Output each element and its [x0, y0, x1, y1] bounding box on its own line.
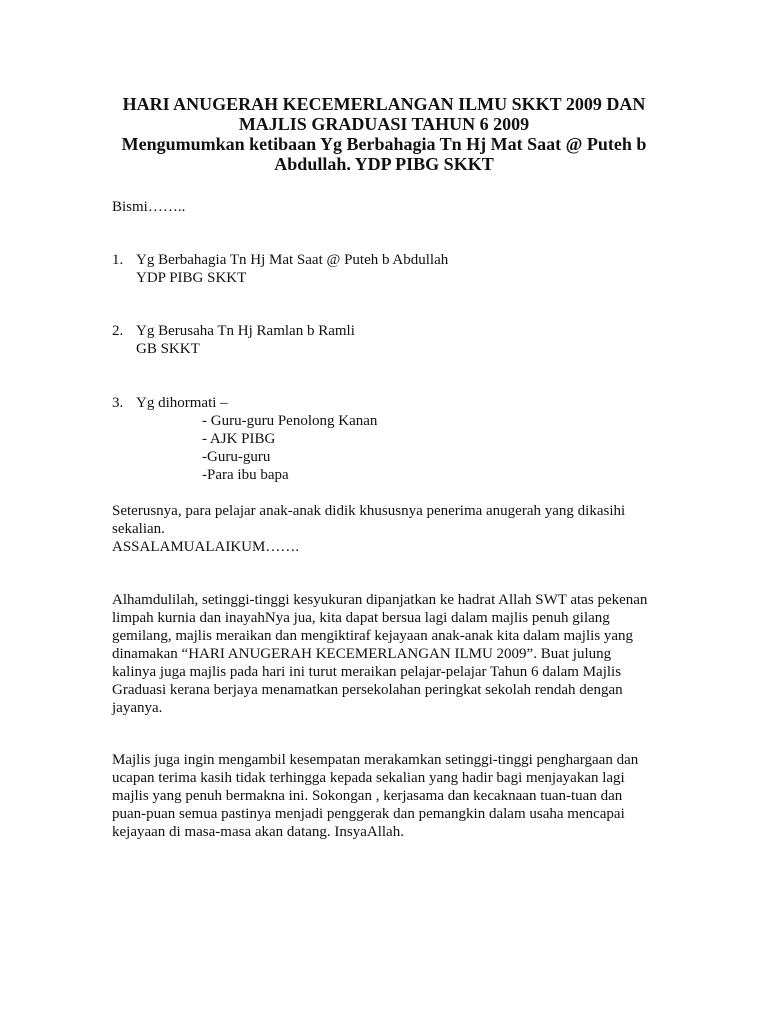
list-item-line: Yg Berbahagia Tn Hj Mat Saat @ Puteh b Abdullah: [136, 252, 449, 268]
title-line-2: MAJLIS GRADUASI TAHUN 6 2009: [238, 114, 530, 134]
paragraph-line: jayanya.: [112, 700, 163, 716]
paragraph-line: gemilang, majlis meraikan dan mengiktiraf kejayaan anak-anak kita dalam majlis yang: [112, 628, 634, 644]
greeting: Bismi……..: [112, 199, 186, 215]
paragraph-line: kejayaan di masa-masa akan datang. InsyaAllah.: [112, 824, 404, 840]
paragraph-line: Graduasi kerana berjaya menamatkan persekolahan peringkat sekolah rendah dengan: [112, 682, 623, 698]
paragraph-line: majlis yang penuh bermakna ini. Sokongan , kerjasama dan kecaknaan tuan-tuan dan: [112, 788, 623, 804]
title-line-1: HARI ANUGERAH KECEMERLANGAN ILMU SKKT 2009 DAN: [122, 94, 646, 114]
list-item-line: Yg dihormati –: [136, 395, 228, 411]
title-line-4: Abdullah. YDP PIBG SKKT: [274, 154, 494, 174]
list-item-line: YDP PIBG SKKT: [136, 270, 247, 286]
paragraph-line: Majlis juga ingin mengambil kesempatan merakamkan setinggi-tinggi penghargaan dan: [112, 752, 639, 768]
paragraph-line: ASSALAMUALAIKUM…….: [112, 539, 300, 555]
paragraph-line: limpah kurnia dan inayahNya jua, kita dapat bersua lagi dalam majlis penuh gilang: [112, 610, 610, 626]
paragraph-line: ucapan terima kasih tidak terhingga kepada sekalian yang hadir bagi menjayakan lagi: [112, 770, 625, 786]
document-title: [100, 94, 668, 174]
paragraph-line: kalinya juga majlis pada hari ini turut meraikan pelajar-pelajar Tahun 6 dalam Majlis: [112, 664, 622, 680]
sub-item: -Guru-guru: [202, 449, 271, 465]
list-item-number: 1.: [112, 252, 124, 268]
title-line-3: Mengumumkan ketibaan Yg Berbahagia Tn Hj Mat Saat @ Puteh b: [121, 134, 647, 154]
sub-item: - AJK PIBG: [202, 431, 276, 447]
list-item-line: Yg Berusaha Tn Hj Ramlan b Ramli: [136, 323, 355, 339]
paragraph-line: Alhamdulilah, setinggi-tinggi kesyukuran dipanjatkan ke hadrat Allah SWT atas pekenan: [112, 592, 648, 608]
sub-item: - Guru-guru Penolong Kanan: [202, 413, 378, 429]
paragraph-line: Seterusnya, para pelajar anak-anak didik khususnya penerima anugerah yang dikasihi: [112, 503, 626, 519]
paragraph-line: puan-puan semua pastinya menjadi penggerak dan pemangkin dalam usaha mencapai: [112, 806, 625, 822]
list-item-number: 3.: [112, 395, 124, 411]
sub-item: -Para ibu bapa: [202, 467, 289, 483]
list-item-number: 2.: [112, 323, 124, 339]
list-item-line: GB SKKT: [136, 341, 200, 357]
paragraph-line: sekalian.: [112, 521, 165, 537]
paragraph-line: dinamakan “HARI ANUGERAH KECEMERLANGAN ILMU 2009”. Buat julung: [112, 646, 612, 662]
